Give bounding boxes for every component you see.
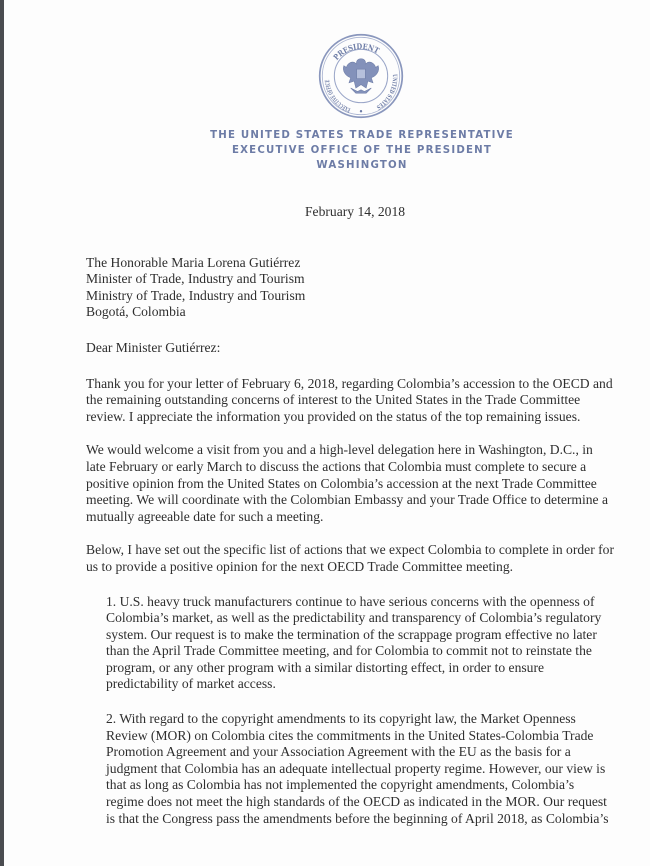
presidential-seal-icon	[318, 33, 404, 119]
salutation: Dear Minister Gutiérrez:	[86, 339, 221, 355]
paragraph-line: review. I appreciate the information you provided on the status of the top remaining issues.	[86, 408, 581, 424]
seal-area	[4, 33, 650, 119]
paragraph-visit	[4, 442, 650, 525]
paragraph-line: Below, I have set out the specific list of actions that we expect Colombia to complete in order for	[86, 542, 614, 558]
paragraph-line: late February or early March to discuss the actions that Colombia must complete to secure a	[86, 458, 587, 474]
paragraph-line: Thank you for your letter of February 6, 2018, regarding Colombia’s accession to the OECD and	[86, 375, 613, 391]
recipient-title: Minister of Trade, Industry and Tourism	[86, 271, 305, 287]
paragraph-line: the remaining outstanding concerns of interest to the United States in the Trade Committee	[86, 392, 581, 408]
paragraph-line: We would welcome a visit from you and a high-level delegation here in Washington, D.C., in	[86, 442, 593, 458]
seal-ring-text-top: PRESIDENT	[331, 41, 382, 62]
item-line: Promotion Agreement and your Association Agreement with the EU as the basis for a	[106, 744, 571, 760]
item-line: that as long as Colombia has not implemented the copyright amendments, Colombia’s	[106, 777, 575, 793]
seal-ring-text-left: EXECUTIVE OFFICE	[323, 77, 352, 114]
svg-text:PRESIDENT	[332, 42, 381, 62]
recipient-name: The Honorable Maria Lorena Gutiérrez	[86, 254, 301, 270]
letter-page	[4, 0, 650, 866]
numbered-item-1	[4, 594, 650, 694]
item-line: Review (MOR) on Colombia cites the commitments in the United States-Colombia Trade	[106, 727, 594, 743]
letterhead-city: WASHINGTON	[316, 160, 408, 171]
item-line: program, or any other program with a similar distorting effect, in order to ensure	[106, 659, 545, 675]
recipient-location: Bogotá, Colombia	[86, 304, 186, 320]
item-line: judgment that Colombia has an adequate intellectual property regime. However, our view is	[106, 760, 606, 776]
paragraph-actions	[4, 542, 650, 575]
numbered-item-2	[4, 711, 650, 827]
item-line: 2. With regard to the copyright amendments to its copyright law, the Market Openness	[106, 711, 576, 727]
page-left-edge	[0, 0, 4, 866]
paragraph-intro	[4, 376, 650, 426]
item-line: Colombia’s market, as well as the predictability and transparency of Colombia’s regulatory	[106, 610, 602, 626]
paragraph-line: meeting. We will coordinate with the Colombian Embassy and your Trade Office to determine a	[86, 492, 609, 508]
paragraph-line: mutually agreeable date for such a meeting.	[86, 508, 324, 524]
item-line: than the April Trade Committee meeting, and for Colombia to commit not to reinstate the	[106, 643, 592, 659]
letterhead-office: EXECUTIVE OFFICE OF THE PRESIDENT	[231, 145, 493, 156]
recipient-ministry: Ministry of Trade, Industry and Tourism	[86, 287, 306, 303]
letterhead-agency: THE UNITED STATES TRADE REPRESENTATIVE	[210, 130, 514, 141]
item-line: 1. U.S. heavy truck manufacturers continue to have serious concerns with the openness of	[106, 593, 595, 609]
recipient-address	[4, 255, 650, 321]
item-line: predictability of market access.	[106, 676, 276, 692]
item-line: regime does not meet the high standards of the OECD as indicated in the MOR. Our request	[106, 794, 607, 810]
paragraph-line: positive opinion from the United States on Colombia’s accession at the next Trade Committee	[86, 475, 597, 491]
item-line: is that the Congress pass the amendments before the beginning of April 2018, as Colombia’s	[106, 810, 609, 826]
letterhead	[4, 128, 650, 173]
item-line: system. Our request is to make the termination of the scrappage program effective no later	[106, 626, 597, 642]
seal-ring-text-right: UNITED STATES	[374, 74, 399, 112]
paragraph-line: us to provide a positive opinion for the next OECD Trade Committee meeting.	[86, 558, 514, 574]
letter-date: February 14, 2018	[305, 204, 406, 219]
